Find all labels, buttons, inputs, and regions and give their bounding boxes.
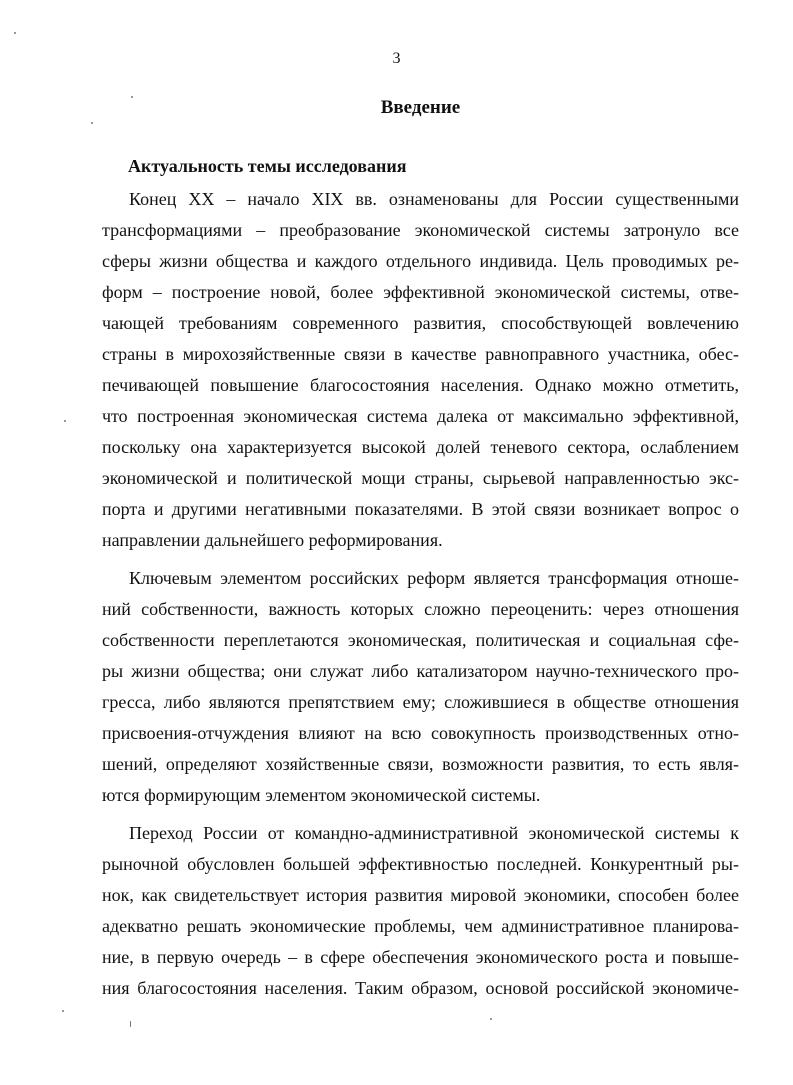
scan-speck [130,1021,131,1027]
text-line: Конец XX – начало XIX вв. ознаменованы для России существенными [129,189,739,209]
text-line: ния благосостояния населения. Таким образом, основой российской экономиче- [102,978,739,998]
paragraph-2 [102,563,739,811]
text-line: ние, в первую очередь – в сфере обеспечения экономического роста и повыше- [102,947,739,967]
text-line: ются формирующим элементом экономической системы. [102,785,541,805]
section-heading: Введение [380,97,461,118]
scan-speck [490,1018,492,1020]
text-line: ний собственности, важность которых сложно переоценить: через отношения [102,599,739,619]
text-line: гресса, либо являются препятствием ему; сложившиеся в обществе отношения [102,692,739,712]
text-line: рыночной обусловлен большей эффективностью последней. Конкурентный ры- [102,854,739,874]
text-line: страны в мирохозяйственные связи в качестве равноправного участника, обес- [102,344,739,364]
text-line: ры жизни общества; они служат либо катализатором научно-технического про- [102,661,739,681]
text-line: шений, определяют хозяйственные связи, возможности развития, то есть явля- [102,754,739,774]
paragraph-3 [102,818,739,1004]
paragraph-1 [102,184,739,556]
text-line: экономической и политической мощи страны, сырьевой направленностью экс- [102,468,739,488]
text-line: Переход России от командно-административной экономической системы к [129,823,739,843]
text-line: сферы жизни общества и каждого отдельного индивида. Цель проводимых ре- [102,251,739,271]
text-line: собственности переплетаются экономическая, политическая и социальная сфе- [102,630,739,650]
text-line: форм – построение новой, более эффективной экономической системы, отве- [102,282,739,302]
page-number: 3 [392,50,401,67]
text-line: нок, как свидетельствует история развития мировой экономики, способен более [102,885,739,905]
scan-speck [62,1010,64,1012]
text-line: направлении дальнейшего реформирования. [102,530,443,550]
text-line: чающей требованиям современного развития, способствующей вовлечению [102,313,739,333]
subsection-heading: Актуальность темы исследования [128,156,407,176]
text-line: что построенная экономическая система далека от максимально эффективной, [102,406,739,426]
text-line: присвоения-отчуждения влияют на всю совокупность производственных отно- [102,723,739,743]
scan-speck [14,32,16,34]
text-line: адекватно решать экономические проблемы, чем административное планирова- [102,916,739,936]
text-line: поскольку она характеризуется высокой долей теневого сектора, ослаблением [102,437,739,457]
text-line: печивающей повышение благосостояния населения. Однако можно отметить, [102,375,739,395]
scan-speck [91,122,93,124]
text-line: порта и другими негативными показателями. В этой связи возникает вопрос о [102,499,739,519]
text-line: Ключевым элементом российских реформ является трансформация отноше- [129,568,739,588]
scan-speck [131,96,133,98]
text-line: трансформациями – преобразование экономической системы затронуло все [102,220,739,240]
scan-speck [64,420,66,422]
